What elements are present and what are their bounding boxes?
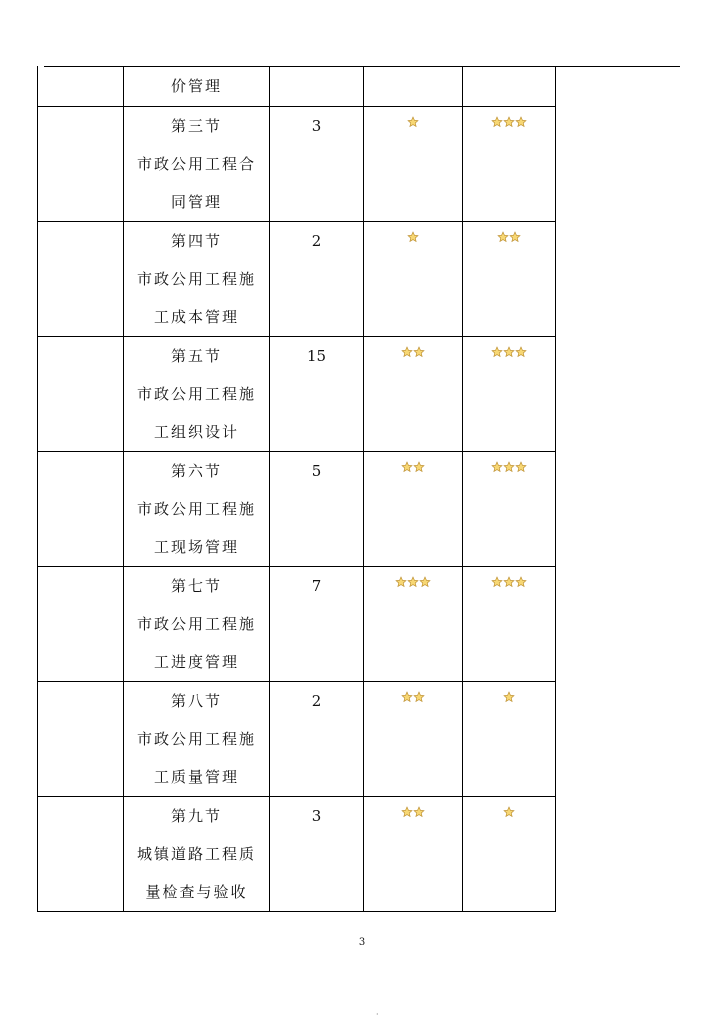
star-rating: [364, 682, 462, 712]
star-rating: [463, 452, 555, 482]
rating-a-cell: [364, 66, 463, 107]
chapter-cell: [38, 222, 124, 337]
section-title-line: 市政公用工程施: [136, 385, 256, 403]
rating-b-cell: [463, 222, 556, 337]
table-row: [38, 337, 556, 452]
rating-b-cell: [463, 452, 556, 567]
hours-cell: [270, 797, 364, 912]
star-rating: [364, 222, 462, 252]
rating-a-cell: [364, 452, 463, 567]
star-rating: [364, 797, 462, 827]
syllabus-table: [37, 66, 556, 912]
section-title-cell: [124, 567, 270, 682]
section-title-cell: [124, 107, 270, 222]
rating-b-cell: [463, 797, 556, 912]
star-rating: [463, 222, 555, 252]
star-rating: [364, 452, 462, 482]
section-title-line: 同管理: [170, 193, 222, 211]
table-row: [38, 222, 556, 337]
hours-cell: [270, 682, 364, 797]
star-icon: [407, 576, 419, 588]
table-row: [38, 452, 556, 567]
table-row: [38, 107, 556, 222]
star-icon: [401, 806, 413, 818]
section-title-line: 市政公用工程施: [136, 615, 256, 633]
section-title-cell: [124, 337, 270, 452]
rating-a-cell: [364, 222, 463, 337]
star-icon: [503, 461, 515, 473]
chapter-cell: [38, 682, 124, 797]
section-title-cell: [124, 797, 270, 912]
rating-b-cell: [463, 107, 556, 222]
section-title-cell: [124, 222, 270, 337]
hours-value: 3: [311, 117, 322, 135]
star-rating: [463, 567, 555, 597]
hours-cell: [270, 66, 364, 107]
section-title-cell: [124, 682, 270, 797]
rating-a-cell: [364, 797, 463, 912]
star-rating: [463, 797, 555, 827]
star-icon: [503, 691, 515, 703]
section-title-line: 第五节: [170, 347, 222, 365]
hours-value: 5: [311, 462, 322, 480]
hours-cell: [270, 222, 364, 337]
hours-cell: [270, 452, 364, 567]
star-icon: [413, 691, 425, 703]
chapter-cell: [38, 797, 124, 912]
star-rating: [364, 107, 462, 137]
section-title-line: 第三节: [170, 117, 222, 135]
star-rating: [364, 337, 462, 367]
star-icon: [413, 806, 425, 818]
hours-cell: [270, 337, 364, 452]
star-icon: [413, 346, 425, 358]
star-icon: [401, 691, 413, 703]
star-icon: [491, 116, 503, 128]
rating-b-cell: [463, 567, 556, 682]
section-title-line: 工质量管理: [153, 768, 239, 786]
rating-a-cell: [364, 682, 463, 797]
hours-value: 3: [311, 807, 322, 825]
chapter-cell: [38, 337, 124, 452]
section-title-line: 第四节: [170, 232, 222, 250]
hours-value: 7: [311, 577, 322, 595]
rating-a-cell: [364, 107, 463, 222]
section-title-line: 工现场管理: [153, 538, 239, 556]
table-row: [38, 797, 556, 912]
star-rating: [364, 567, 462, 597]
star-rating: [463, 107, 555, 137]
page-number: 3: [358, 937, 366, 948]
star-icon: [515, 576, 527, 588]
star-icon: [407, 116, 419, 128]
chapter-cell: [38, 66, 124, 107]
section-title-line: 工成本管理: [153, 308, 239, 326]
star-icon: [401, 346, 413, 358]
chapter-cell: [38, 452, 124, 567]
section-title-line: 工进度管理: [153, 653, 239, 671]
hours-cell: [270, 567, 364, 682]
chapter-cell: [38, 107, 124, 222]
rating-b-cell: [463, 66, 556, 107]
section-title-line: 城镇道路工程质: [136, 845, 256, 863]
hours-cell: [270, 107, 364, 222]
section-title-line: 第八节: [170, 692, 222, 710]
section-title-line: 市政公用工程施: [136, 500, 256, 518]
section-title-line: 第七节: [170, 577, 222, 595]
star-icon: [515, 346, 527, 358]
star-icon: [515, 116, 527, 128]
star-icon: [503, 576, 515, 588]
star-icon: [491, 346, 503, 358]
section-title-line: 第六节: [170, 462, 222, 480]
section-title-line: 第九节: [170, 807, 222, 825]
rating-a-cell: [364, 567, 463, 682]
rating-a-cell: [364, 337, 463, 452]
star-icon: [407, 231, 419, 243]
star-icon: [491, 461, 503, 473]
star-icon: [491, 576, 503, 588]
star-icon: [413, 461, 425, 473]
star-icon: [503, 116, 515, 128]
star-rating: [463, 682, 555, 712]
rating-b-cell: [463, 682, 556, 797]
section-title-line: 量检查与验收: [145, 883, 248, 901]
section-title-line: 市政公用工程施: [136, 730, 256, 748]
section-title-line: 价管理: [170, 77, 222, 95]
section-title-line: 市政公用工程施: [136, 270, 256, 288]
star-icon: [509, 231, 521, 243]
star-icon: [497, 231, 509, 243]
section-title-line: 市政公用工程合: [136, 155, 256, 173]
section-title-line: 工组织设计: [153, 423, 239, 441]
footer-mark: ·: [376, 1010, 379, 1019]
table-row: [38, 567, 556, 682]
rating-b-cell: [463, 337, 556, 452]
table-body: [38, 66, 556, 912]
star-icon: [515, 461, 527, 473]
star-icon: [419, 576, 431, 588]
section-title-cell: [124, 66, 270, 107]
hours-value: 2: [311, 692, 322, 710]
table-row: [38, 66, 556, 107]
star-icon: [503, 806, 515, 818]
chapter-cell: [38, 567, 124, 682]
star-icon: [503, 346, 515, 358]
star-icon: [395, 576, 407, 588]
hours-value: 2: [311, 232, 322, 250]
table-row: [38, 682, 556, 797]
section-title-cell: [124, 452, 270, 567]
star-icon: [401, 461, 413, 473]
star-rating: [463, 337, 555, 367]
hours-value: 15: [306, 347, 327, 365]
